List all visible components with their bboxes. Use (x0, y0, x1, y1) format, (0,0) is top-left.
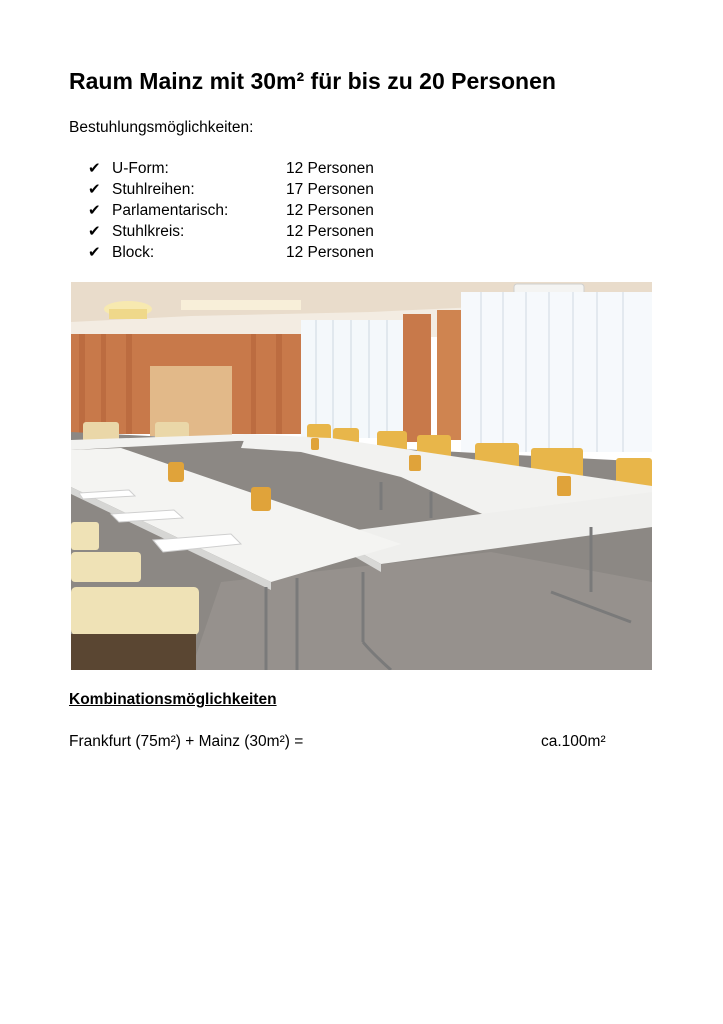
seating-option-label: U-Form: (112, 160, 169, 177)
checkmark-icon: ✔ (88, 223, 101, 240)
combinations-heading: Kombinationsmöglichkeiten (69, 691, 277, 708)
combination-rooms: Frankfurt (75m²) + Mainz (30m²) = (69, 733, 304, 750)
seating-options-subtitle: Bestuhlungsmöglichkeiten: (69, 119, 254, 136)
checkmark-icon: ✔ (88, 181, 101, 198)
checkmark-icon: ✔ (88, 202, 101, 219)
seating-option-label: Block: (112, 244, 155, 261)
seating-option-count: 12 Personen (286, 223, 374, 240)
seating-option-count: 12 Personen (286, 244, 374, 261)
seating-option-count: 12 Personen (286, 160, 374, 177)
seating-option-label: Stuhlreihen: (112, 181, 195, 198)
checkmark-icon: ✔ (88, 160, 101, 177)
seating-option-label: Parlamentarisch: (112, 202, 229, 219)
seating-option-label: Stuhlkreis: (112, 223, 185, 240)
seating-option-count: 12 Personen (286, 202, 374, 219)
room-photo (71, 282, 652, 670)
checkmark-icon: ✔ (88, 244, 101, 261)
seating-option-count: 17 Personen (286, 181, 374, 198)
combination-size: ca.100m² (541, 733, 606, 750)
page-title: Raum Mainz mit 30m² für bis zu 20 Personen (69, 68, 556, 94)
